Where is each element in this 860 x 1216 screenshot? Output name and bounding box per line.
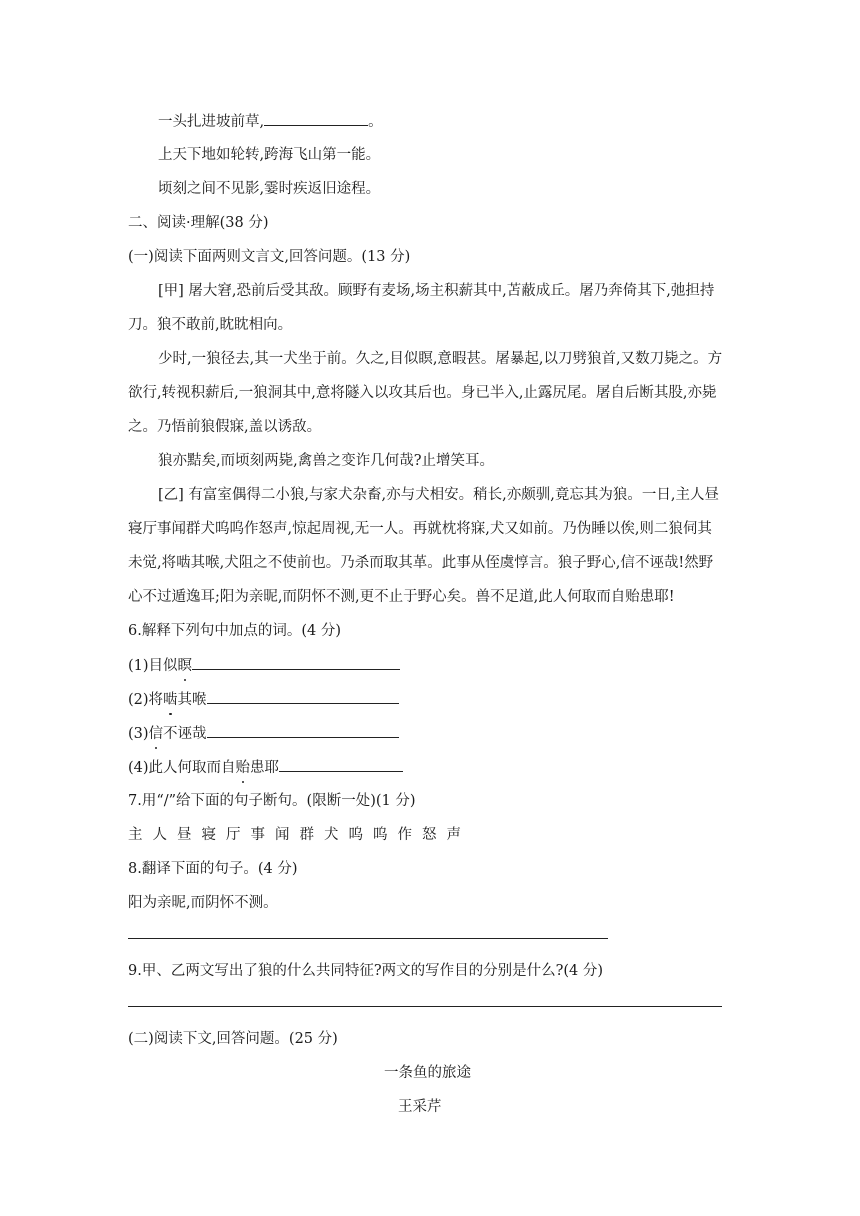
q6-item-text: (3) xyxy=(128,726,149,742)
jia-paragraph-2b: 欲行,转视积薪后,一狼洞其中,意将隧入以攻其后也。身已半入,止露尻尾。屠自后断其股,亦毙 xyxy=(128,385,717,401)
section-heading: 二、阅读·理解(38 分) xyxy=(128,215,269,231)
q7-sentence[interactable]: 主人昼寝厅事闻群犬呜呜作怒声 xyxy=(128,827,471,843)
q6-item-text: 患耶 xyxy=(250,760,280,776)
dotted-word: 啮 xyxy=(163,692,178,708)
poem-line-1-end: 。 xyxy=(368,114,383,130)
jia-paragraph-2c: 之。乃悟前狼假寐,盖以诱敌。 xyxy=(128,419,322,435)
part2-heading: (二)阅读下文,回答问题。(25 分) xyxy=(128,1031,338,1047)
q6-item-2 xyxy=(128,689,399,710)
q6-item-4 xyxy=(128,757,403,778)
dotted-word: 信 xyxy=(148,726,164,742)
question-8-stem: 8.翻译下面的句子。(4 分) xyxy=(128,861,298,877)
q8-sentence: 阳为亲昵,而阴怀不测。 xyxy=(128,895,278,911)
article-title: 一条鱼的旅途 xyxy=(384,1065,471,1081)
answer-blank[interactable] xyxy=(207,689,399,704)
yi-paragraph-1d: 心不过遁逸耳;阳为亲昵,而阴怀不测,更不止于野心矣。兽不足道,此人何取而自贻患耶! xyxy=(128,589,675,605)
q6-item-1 xyxy=(128,655,400,676)
q6-item-text: 不诬哉 xyxy=(163,726,207,742)
poem-line-1 xyxy=(158,111,383,132)
q8-answer-line[interactable] xyxy=(128,938,608,939)
question-9-stem: 9.甲、乙两文写出了狼的什么共同特征?两文的写作目的分别是什么?(4 分) xyxy=(128,963,604,979)
q6-item-text: (1)目似 xyxy=(128,658,178,674)
question-6-stem: 6.解释下列句中加点的词。(4 分) xyxy=(128,623,341,639)
yi-paragraph-1a: [乙] 有富室偶得二小狼,与家犬杂畜,亦与犬相安。稍长,亦颇驯,竟忘其为狼。一日,主人昼 xyxy=(158,487,719,503)
jia-paragraph-3: 狼亦黠矣,而顷刻两毙,禽兽之变诈几何哉?止增笑耳。 xyxy=(158,453,494,469)
yi-paragraph-1b: 寝厅事闻群犬呜呜作怒声,惊起周视,无一人。再就枕将寐,犬又如前。乃伪睡以俟,则二狼伺其 xyxy=(128,521,712,537)
poem-line-2: 上天下地如轮转,跨海飞山第一能。 xyxy=(158,147,381,163)
question-7-stem: 7.用“/”给下面的句子断句。(限断一处)(1 分) xyxy=(128,793,416,809)
dotted-word: 贻 xyxy=(235,760,251,776)
q6-item-text: 其喉 xyxy=(177,692,207,708)
q6-item-text: (4)此人何取而自 xyxy=(128,760,236,776)
article-author: 王采芹 xyxy=(398,1099,442,1115)
answer-blank[interactable] xyxy=(207,723,399,738)
yi-paragraph-1c: 未觉,将啮其喉,犬阻之不使前也。乃杀而取其革。此事从侄虞惇言。狼子野心,信不诬哉!然野 xyxy=(128,555,714,571)
answer-blank[interactable] xyxy=(279,757,403,772)
jia-paragraph-1a: [甲] 屠大窘,恐前后受其敌。顾野有麦场,场主积薪其中,苫蔽成丘。屠乃奔倚其下,弛担持 xyxy=(158,283,715,299)
q9-answer-line[interactable] xyxy=(128,1006,722,1007)
jia-paragraph-1b: 刀。狼不敢前,眈眈相向。 xyxy=(128,317,293,333)
dotted-word: 瞑 xyxy=(177,658,193,674)
answer-blank[interactable] xyxy=(192,655,400,670)
part1-heading: (一)阅读下面两则文言文,回答问题。(13 分) xyxy=(128,249,411,265)
answer-blank[interactable] xyxy=(264,111,368,126)
q6-item-3 xyxy=(128,723,399,744)
jia-paragraph-2a: 少时,一狼径去,其一犬坐于前。久之,目似瞑,意暇甚。屠暴起,以刀劈狼首,又数刀毙之。方 xyxy=(158,351,723,367)
q6-item-text: (2)将 xyxy=(128,692,164,708)
poem-line-3: 顷刻之间不见影,霎时疾返旧途程。 xyxy=(158,181,381,197)
poem-line-1-text: 一头扎进坡前草, xyxy=(158,114,265,130)
